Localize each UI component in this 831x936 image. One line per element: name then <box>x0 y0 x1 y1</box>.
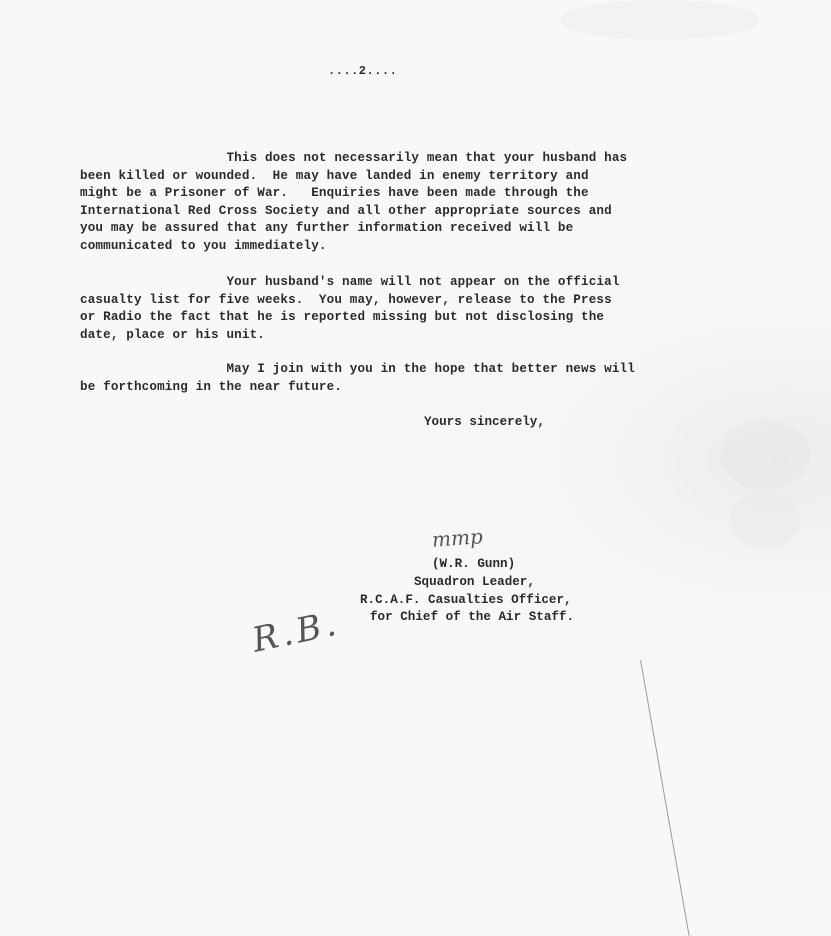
paragraph-3-line-2: be forthcoming in the near future. <box>80 379 343 394</box>
paragraph-2-line-3: or Radio the fact that he is reported missing but not disclosing the <box>80 310 605 324</box>
paragraph-1-line-3: might be a Prisoner of War. Enquiries have been made through the <box>80 186 589 200</box>
handwritten-signature: mmp <box>431 524 484 552</box>
paragraph-2-line-4: date, place or his unit. <box>80 327 265 342</box>
signatory-for: for Chief of the Air Staff. <box>370 610 575 624</box>
paragraph-3-line-1: May I join with you in the hope that better news will <box>80 362 635 376</box>
paragraph-1-line-1: This does not necessarily mean that your husband has <box>80 151 628 165</box>
paragraph-1-line-6: communicated to you immediately. <box>80 238 327 253</box>
signatory-title: R.C.A.F. Casualties Officer, <box>360 593 572 607</box>
paragraph-2-line-1: Your husband's name will not appear on the official <box>80 275 620 289</box>
handwritten-initials: R.B. <box>248 603 344 661</box>
page-number: ....2.... <box>328 64 398 78</box>
paragraph-1-line-2: been killed or wounded. He may have landed in enemy territory and <box>80 168 589 183</box>
paragraph-2-line-2: casualty list for five weeks. You may, however, release to the Press <box>80 292 612 307</box>
signatory-name: (W.R. Gunn) <box>432 557 516 571</box>
signatory-rank: Squadron Leader, <box>414 575 535 589</box>
paper-stain <box>730 490 800 550</box>
paragraph-1-line-4: International Red Cross Society and all other appropriate sources and <box>80 203 612 218</box>
closing: Yours sincerely, <box>424 415 545 429</box>
paper-fold-line <box>640 660 690 936</box>
paragraph-1-line-5: you may be assured that any further information received will be <box>80 221 574 235</box>
paper-stain <box>720 420 810 490</box>
paper-stain <box>560 0 760 40</box>
